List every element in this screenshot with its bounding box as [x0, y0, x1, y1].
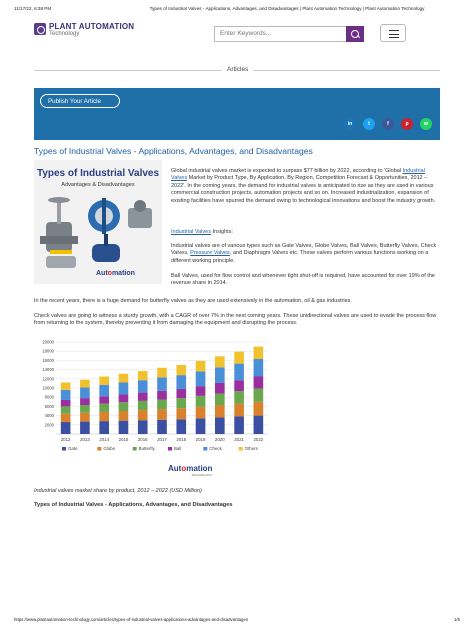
paragraph-types-text-a: Industrial valves are of various types such as Gate Valves, Globe Valves, Ball Valves, Butterfly Valves, Check Valves, [171, 243, 437, 257]
paragraph-intro-text-a: Global industrial valves market is expected to surpass $77 billion by 2022, according to 'Global [171, 168, 403, 174]
bar-segment-gate [157, 420, 167, 434]
hamburger-icon-bar [389, 34, 399, 35]
valves-market-chart [34, 338, 274, 484]
bar-segment-ball [157, 391, 167, 400]
bar-segment-gate [215, 417, 225, 434]
bar-segment-globe [176, 408, 186, 419]
check-valve-icon [128, 200, 152, 228]
bar-segment-butterfly [176, 398, 186, 408]
linkedin-icon[interactable]: in [344, 118, 356, 130]
legend-swatch [203, 447, 207, 451]
legend-label: Gate [68, 446, 78, 451]
hamburger-icon-bar [389, 37, 399, 38]
feature-logo-o: o [107, 270, 112, 277]
butterfly-valve-icon [88, 198, 120, 234]
bar-segment-gate [254, 416, 264, 434]
paragraph-ball-valves: Ball Valves, used for flow control and whenever tight shut-off is required, have accounted for over 19% of the revenue share in 2014. [171, 273, 435, 287]
legend-label: Others [244, 446, 258, 451]
industrial-valves-link[interactable]: Industrial Valves [171, 168, 425, 182]
industrial-valves-insights-link[interactable]: Industrial Valves [171, 229, 211, 235]
bar-segment-butterfly [254, 388, 264, 401]
bar-segment-check [80, 388, 90, 399]
bar-segment-gate [99, 421, 109, 434]
bar-segment-others [196, 361, 206, 372]
paragraph-butterfly: In the recent years, there is a huge demand for butterfly valves as they are used extensively in the automation, oil & gas industries. [34, 298, 352, 304]
hamburger-icon [389, 30, 399, 31]
legend-label: Ball [174, 446, 182, 451]
x-tick-label: 2022 [253, 437, 264, 442]
bar-segment-check [254, 359, 264, 376]
bar-segment-gate [234, 417, 244, 434]
legend-swatch [97, 447, 101, 451]
bar-segment-globe [61, 414, 71, 422]
bar-segment-others [138, 371, 148, 380]
x-tick-label: 2014 [99, 437, 110, 442]
y-tick-label: 2000 [44, 422, 54, 428]
bar-segment-check [61, 390, 71, 400]
logo-line1: PLANT AUTOMATION [49, 22, 135, 31]
chart-logo-o: o [181, 464, 187, 473]
bar-segment-others [234, 352, 244, 364]
bar-segment-gate [119, 421, 129, 434]
bar-segment-check [176, 375, 186, 389]
feature-image-subtitle: Advantages & Disadvantages [61, 182, 135, 188]
bar-segment-globe [119, 411, 129, 421]
bar-segment-globe [99, 412, 109, 421]
valves-illustration [40, 194, 158, 270]
bar-segment-check [215, 367, 225, 383]
y-tick-label: 12000 [42, 376, 54, 382]
feature-image [34, 160, 162, 284]
paragraph-types-text-b: , and Diaphragm Valves etc. These valves perform various functions working on a different working principle. [171, 250, 429, 264]
bar-segment-check [99, 385, 109, 397]
section-divider [34, 66, 440, 73]
paragraph-intro [171, 168, 441, 205]
bar-segment-butterfly [119, 402, 129, 411]
print-page-number: 1/5 [454, 617, 460, 622]
bar-segment-globe [138, 410, 148, 420]
chart-logo-post: mation [186, 464, 213, 473]
y-tick-label: 20000 [42, 339, 54, 345]
paragraph-check-valves: Check valves are going to witness a sturdy growth, with a CAGR of over 7% in the next coming years. These unidirectional valves are used to evade the process flow from returning to the system, thereby preventing it from damaging the equipment and disrupting the process. [34, 313, 437, 327]
bar-segment-globe [80, 413, 90, 422]
bar-segment-ball [99, 396, 109, 403]
paragraph-intro-text-b: Market by Product Type, By Application, By Region, Competition Forecast & Opportunities, 2012 – 2022'. In the coming years, the demand for industrial valves is anticipated to rise as they are used in various commercial construction projects, automation projects and so on. Increased industrialization, expansion of existing facilities have spurred the demand owing to technological innovations and boost the industry growth. [171, 175, 436, 204]
publish-article-button[interactable]: Publish Your Article [40, 94, 120, 108]
bar-segment-globe [157, 409, 167, 420]
feature-logo-post: mation [111, 270, 135, 277]
x-tick-label: 2019 [195, 437, 206, 442]
bar-segment-butterfly [234, 391, 244, 403]
chart-logo-sub: TECHNOLOGY [191, 473, 213, 477]
bar-segment-ball [215, 383, 225, 394]
gate-valve-icon [40, 197, 78, 252]
legend-label: Globe [103, 446, 116, 451]
legend-label: Check [209, 446, 222, 451]
print-header [14, 6, 460, 14]
search-input[interactable]: Enter Keywords... [214, 26, 364, 42]
bar-segment-others [176, 365, 186, 375]
y-tick-label: 6000 [44, 403, 54, 409]
bar-segment-others [119, 374, 129, 383]
bar-segment-others [215, 356, 225, 367]
bar-segment-check [119, 382, 129, 394]
x-tick-label: 2016 [137, 437, 148, 442]
bar-segment-ball [234, 380, 244, 391]
bar-segment-ball [80, 398, 90, 405]
pressure-valves-link[interactable]: Pressure Valves [190, 250, 230, 257]
x-tick-label: 2017 [157, 437, 167, 442]
bar-segment-check [138, 380, 148, 392]
chart-logo [168, 464, 212, 477]
menu-button[interactable] [380, 24, 406, 42]
bar-segment-ball [138, 393, 148, 401]
bar-segment-gate [80, 422, 90, 434]
x-tick-label: 2015 [118, 437, 129, 442]
logo-mark-icon [34, 23, 46, 35]
y-tick-label: 14000 [42, 367, 54, 373]
bar-segment-others [99, 377, 109, 385]
print-page-title: Types of Industrial Valves - Applications, Advantages, and Disadvantages | Plant Automation Technology | Plant Automation Technology [149, 6, 425, 11]
bar-segment-ball [61, 400, 71, 406]
bar-segment-globe [215, 405, 225, 417]
paragraph-types [171, 243, 441, 265]
y-tick-label: 4000 [44, 413, 54, 419]
x-tick-label: 2013 [80, 437, 90, 442]
legend-swatch [239, 447, 243, 451]
bar-segment-ball [119, 394, 129, 402]
feature-image-title: Types of Industrial Valves [36, 168, 160, 179]
insights-suffix: Insights: [210, 229, 233, 235]
bar-segment-butterfly [99, 404, 109, 412]
bar-segment-globe [234, 404, 244, 417]
bar-segment-butterfly [138, 401, 148, 410]
bar-segment-check [157, 377, 167, 390]
article-banner [34, 88, 440, 140]
whatsapp-icon[interactable]: w [420, 118, 432, 130]
print-timestamp: 11/17/22, 6:38 PM [14, 6, 52, 11]
y-tick-label: 16000 [42, 357, 54, 363]
bar-segment-gate [138, 420, 148, 434]
bar-segment-butterfly [61, 406, 71, 413]
feature-logo-pre: Aut [96, 270, 108, 277]
y-tick-label: 10000 [42, 385, 54, 391]
bar-segment-butterfly [196, 396, 206, 407]
y-tick-label: 18000 [42, 348, 54, 354]
logo-line2: Technology [49, 31, 80, 37]
bar-segment-gate [176, 419, 186, 434]
bar-segment-check [196, 371, 206, 386]
bar-segment-others [157, 368, 167, 378]
search-button[interactable] [346, 26, 364, 42]
chart-caption: Industrial valves market share by product, 2012 – 2022 (USD Million) [34, 488, 202, 494]
bar-segment-ball [196, 386, 206, 396]
bar-segment-butterfly [215, 394, 225, 406]
twitter-icon[interactable]: t [363, 118, 375, 130]
article-subheading: Types of Industrial Valves - Applications, Advantages, and Disadvantages [34, 502, 233, 508]
article-title: Types of Industrial Valves - Applications, Advantages, and Disadvantages [34, 146, 313, 156]
x-tick-label: 2018 [176, 437, 187, 442]
bar-segment-gate [196, 418, 206, 434]
x-tick-label: 2021 [234, 437, 244, 442]
bar-segment-ball [254, 377, 264, 389]
print-footer [14, 617, 460, 625]
feature-image-logo [96, 270, 135, 277]
legend-swatch [133, 447, 137, 451]
globe-valve-icon [92, 234, 120, 262]
bar-segment-others [61, 382, 71, 389]
print-footer-url: https://www.plantautomation-technology.com/articles/types-of-industrial-valves-applications-advantages-and-disadvantages [14, 617, 248, 622]
bar-segment-gate [61, 422, 71, 434]
bar-segment-others [80, 380, 90, 388]
bar-segment-others [254, 347, 264, 359]
chart-logo-pre: Aut [168, 464, 182, 473]
bar-segment-butterfly [157, 400, 167, 410]
legend-swatch [168, 447, 172, 451]
facebook-icon[interactable]: f [382, 118, 394, 130]
section-label: Articles [222, 66, 253, 73]
x-tick-label: 2012 [60, 437, 71, 442]
bar-segment-globe [254, 402, 264, 416]
pinterest-icon[interactable]: p [401, 118, 413, 130]
y-tick-label: 8000 [44, 394, 54, 400]
legend-label: Butterfly [138, 446, 155, 451]
bar-segment-ball [176, 389, 186, 398]
bar-segment-globe [196, 407, 206, 419]
bar-segment-check [234, 364, 244, 381]
ball-valve-icon [46, 250, 76, 268]
insights-heading [171, 229, 441, 236]
site-logo[interactable] [34, 22, 144, 40]
x-tick-label: 2020 [214, 437, 225, 442]
legend-swatch [62, 447, 66, 451]
bar-segment-butterfly [80, 405, 90, 413]
